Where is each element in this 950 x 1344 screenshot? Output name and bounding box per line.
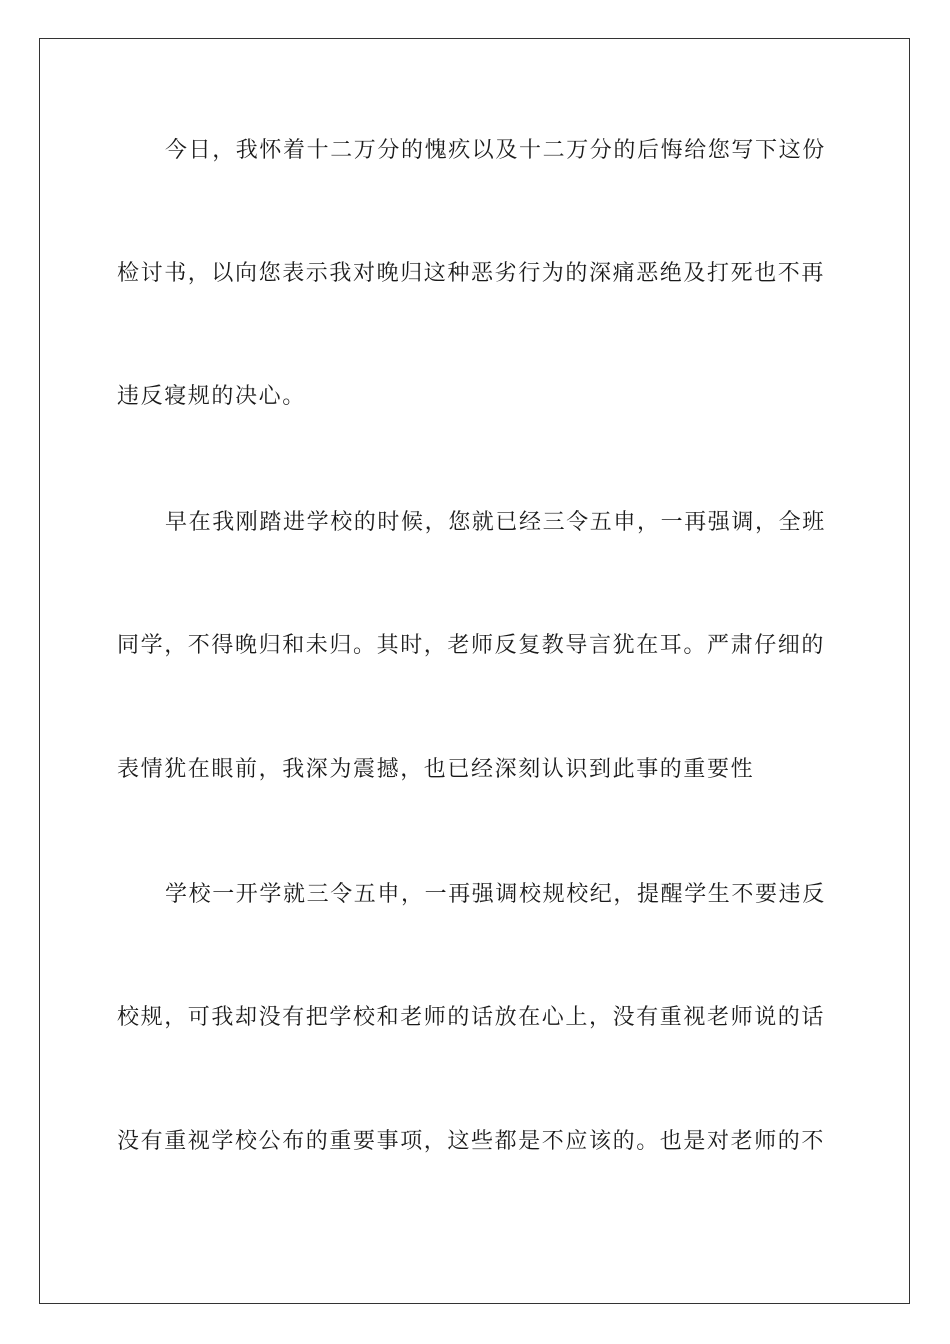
paragraph-3-line-2: 校规，可我却没有把学校和老师的话放在心上，没有重视老师说的话 [117, 1005, 826, 1030]
paragraph-3-line-1: 学校一开学就三令五申，一再强调校规校纪，提醒学生不要违反 [165, 882, 826, 907]
paragraph-2-line-1: 早在我刚踏进学校的时候，您就已经三令五申，一再强调，全班 [165, 510, 826, 535]
paragraph-2-line-3: 表情犹在眼前，我深为震撼，也已经深刻认识到此事的重要性 [117, 757, 755, 782]
paragraph-1-line-2: 检讨书，以向您表示我对晚归这种恶劣行为的深痛恶绝及打死也不再 [117, 261, 826, 286]
paragraph-3-line-3: 没有重视学校公布的重要事项，这些都是不应该的。也是对老师的不 [117, 1129, 826, 1154]
page-border [39, 38, 910, 1304]
paragraph-1-line-3: 违反寝规的决心。 [117, 384, 306, 409]
paragraph-1-line-1: 今日，我怀着十二万分的愧疚以及十二万分的后悔给您写下这份 [165, 138, 826, 163]
paragraph-2-line-2: 同学，不得晚归和未归。其时，老师反复教导言犹在耳。严肃仔细的 [117, 633, 826, 658]
